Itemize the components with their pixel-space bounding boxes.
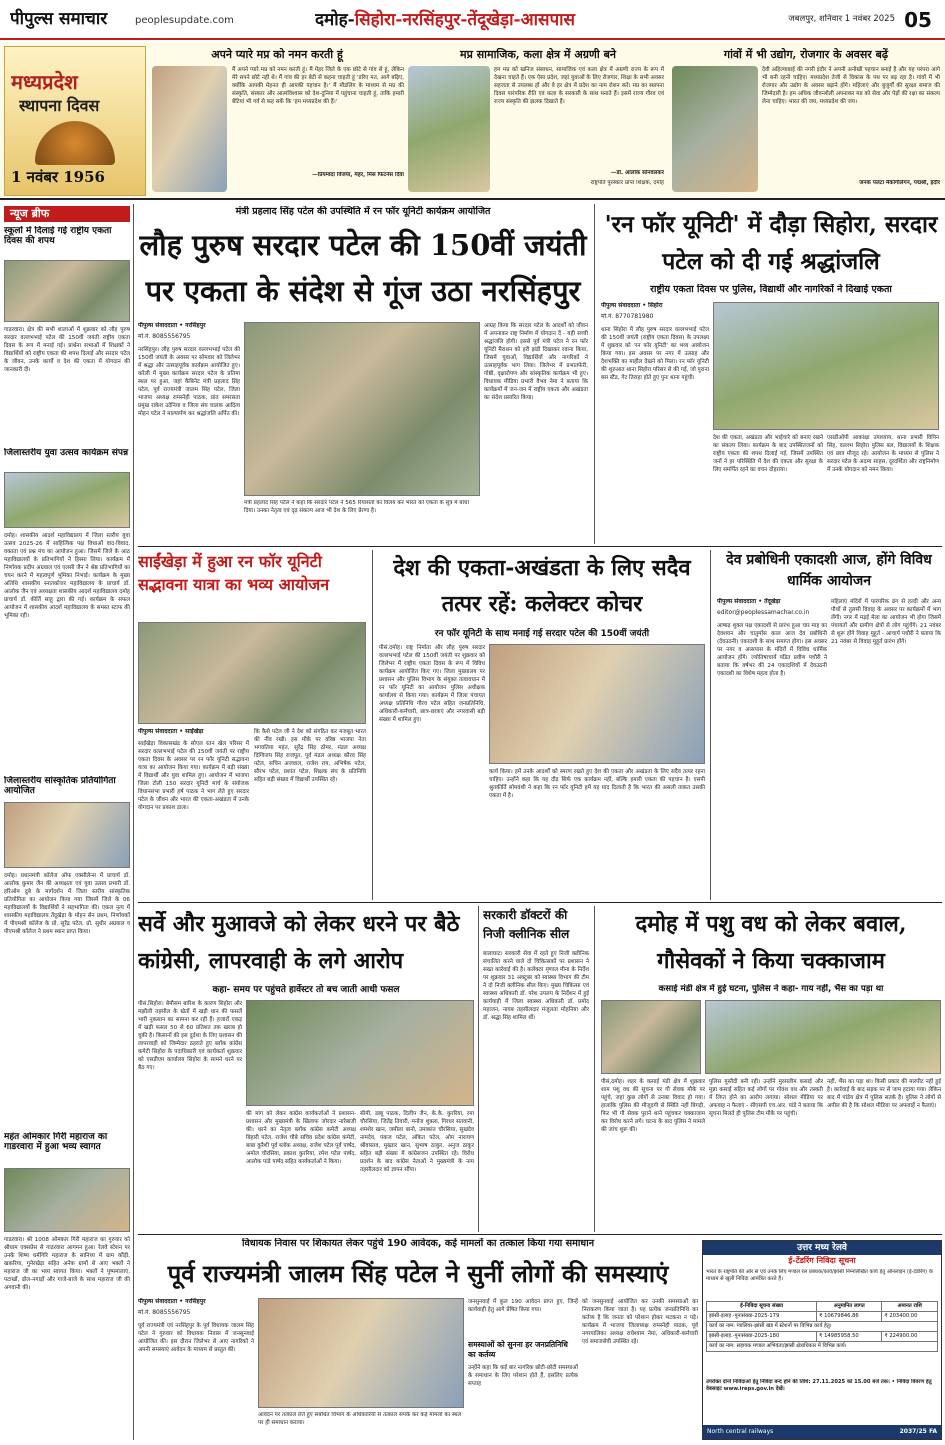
mp-day-subtitle: स्थापना दिवस: [19, 96, 100, 115]
sihora-phone: मो.नं. 8770781980: [601, 313, 654, 320]
mp-panel-1-heading: अपने प्यारे मप्र को नमन करती हूं: [211, 48, 343, 61]
tender-row-work: [707, 1322, 938, 1332]
tender-row: [707, 1332, 938, 1342]
jalam-byline: पीपुल्स संवाददाता • नरसिंहपुर: [138, 1298, 206, 1305]
narsinghpur-headline: लौह पुरुष सरदार पटेल की 150वीं जयंती पर एकता के संदेश से गूंज उठा नरसिंहपुर: [139, 228, 587, 308]
jalam-kicker: विधायक निवास पर शिकायत लेकर पहुंचे 190 आवेदक, कई मामलों का तत्काल किया गया समाधान: [241, 1238, 595, 1249]
jalam-col2: जनसुनवाई में कुल 190 आवेदन प्राप्त हुए, जिन्हें कार्यवाही हेतु आगे प्रेषित किया गया।: [468, 1299, 578, 1313]
tender-railway-name: उत्तर मध्य रेलवे: [703, 1241, 941, 1255]
mp-panel-1-photo: [152, 66, 227, 192]
saikheda-col1: साईंखेड़ा विकासखंड के सोएल रतन खेल परिसर में सरदार वल्लभभाई पटेल की 150वीं जयंती पर राष्ट्रीय एकता दिवस के अवसर पर रन फॉर यूनिटी सद्भावना यात्रा का आयोजन किया गया। कार्यक्रम में बड़ी संख्या में विद्यार्थी और युवा शामिल हुए। आयोजन में भाजपा जिला टोली 150 सरदार यूनिटी मार्च के संयोजक विधानसभा प्रभारी हर्ष पाठक ने भाग लेते हुए सरदार पटेल के जीवन और भारत की एकता-अखंडता में उनके योगदान पर प्रकाश डाला।: [138, 741, 249, 811]
gauvansh-col2: पुलिस मुस्तैदी बनी रही। उन्होंने मुरसलीम कसाई और मुन्ना कसाई सहित कई लोगों पर गोवंश वध और तस्करी में लिप्त होने का आरोप लगाया। सोशल मीडिया पर अफवाह न फैलाएं - सीएसपी एच.आर. पांडे ने बताया कि सूचना मिलते ही पुलिस टीम मौके पर पहुंची।: [709, 1079, 823, 1117]
jalam-phone: मो.नं. 8085556795: [138, 1309, 191, 1316]
website-url[interactable]: peoplesupdate.com: [135, 15, 234, 26]
section-part-narsinghpur: नरसिंहपुर-: [402, 10, 468, 30]
story-collector: [372, 550, 706, 900]
gauvansh-col1: पीसं,दमोह। शहर के कसाई मंडी क्षेत्र में शुक्रवार शाम पशु वध की सूचना पर गौ सेवक मौके पर पहुंचे, जहां कुछ लोगों से उनका विवाद हो गया। हालांकि पुलिस की मौजूदगी से स्थिति नहीं बिगड़ी, फिर भी गौ सेवक पुराने थाने पहुंचकर चक्काजाम कर विरोध करने लगे। घटना के बाद पुलिस ने मामले की जांच शुरू की।: [601, 1079, 705, 1133]
ekadashi-headline: देव प्रबोधिनी एकादशी आज, होंगे विविध धार्मिक आयोजन: [726, 552, 932, 589]
dharna-photo: [246, 1000, 474, 1106]
mp-day-title: मध्यप्रदेश: [11, 70, 78, 94]
clinic-headline: सरकारी डॉक्टरों की निजी क्लीनिक सील: [483, 908, 570, 941]
jalam-photo: [258, 1298, 464, 1408]
section-title: [315, 6, 700, 34]
jalam-col2b: उन्होंने कहा कि कई बार नागरिक छोटी-छोटी समस्याओं के समाधान के लिए परेशान होते हैं, इसलिए प्रत्येक सप्ताह: [468, 1365, 578, 1387]
brief-2-photo: [4, 472, 130, 528]
news-brief-sidebar: [0, 204, 134, 1440]
tender-header-deposit: अमानत राशि: [882, 1302, 938, 1312]
gauvansh-headline: दमोह में पशु वध को लेकर बवाल, गौसेवकों ने किया चक्काजाम: [635, 911, 907, 974]
tender-row-deposit: ₹ 224900.00: [882, 1332, 938, 1342]
narsinghpur-kicker: मंत्री प्रहलाद सिंह पटेल की उपस्थिति में रन फॉर यूनिटी कार्यक्रम आयोजित: [235, 206, 491, 217]
masthead: [0, 0, 945, 40]
mp-panel-2-role: राष्ट्रपति पुरस्कार प्राप्त शिक्षक, दमोह: [590, 180, 664, 186]
jalam-subheading: समस्याओं को सुनना हर जनप्रतिनिधि का कर्तव्य: [468, 1340, 568, 1359]
divider-3: [138, 1234, 942, 1235]
mp-day-strip: [0, 42, 945, 200]
sihora-col2: देश की एकता, अखंडता और भाईचारे को बनाए रखने का संकल्प लिया। कार्यक्रम के बाद उपस्थितजनों को राष्ट्रीय एकता की शपथ दिलाई गई, जिसमें उपस्थित जनों ने हर परिस्थिति में देश की एकता और सुरक्षा के लिए समर्पित रहने का वचन दोहराया।: [713, 435, 823, 473]
story-clinic: [478, 906, 590, 1232]
gauvansh-deck: कसाई मंडी क्षेत्र में हुई घटना, पुलिस ने कहा- गाय नहीं, भैंस का पड़ा था: [658, 984, 884, 994]
page-number: 05: [904, 8, 932, 32]
tender-table: [706, 1301, 938, 1352]
dharna-deck: कहा- समय पर पहुंचते हार्वेस्टर तो बच जाती आधी फसल: [212, 985, 400, 995]
tender-row-work: [707, 1342, 938, 1352]
mp-panel-2-text: हम मप्र को खनिज संसाधन, सामाजिक एवं कला क्षेत्र में अग्रणी राज्य के रूप में देखना चाहते हैं। एक ऐसा प्रदेश, जहां युवाओं के लिए रोजगार, शिक्षा के सभी अवसर सहजता से उपलब्ध हों और वे हर क्षेत्र में प्रदेश का नाम रोशन करें। मप्र का स्थापना दिवस पारंपरिक रीति एवं कला के सरकारी के साथ मनाते हैं। इसमें राज्य गौरव एवं राज्य संस्कृति की झलक दिखाते हैं।: [494, 67, 664, 105]
mp-day-badge: [4, 46, 146, 196]
gauvansh-photo-1: [601, 1000, 701, 1074]
brief-1-text: गाडरवारा। क्षेत्र की सभी शालाओं में शुक्रवार को लौह पुरुष सरदार वल्लभभाई पटेल की 150वीं जयंती राष्ट्रीय एकता दिवस के रूप में मनाई गई। प्रार्थना सभाओं में शिक्षकों ने विद्यार्थियों को राष्ट्रीय एकता की शपथ दिलाई और सरदार पटेल के जीवन, उनके कार्यों व देश की एकता में योगदान की जानकारी दी।: [4, 327, 130, 373]
mp-panel-3-heading: गांवों में भी उद्योग, रोजगार के अवसर बढ़ें: [723, 48, 889, 61]
story-jalam: [138, 1238, 698, 1440]
tender-code: 2037/25 FA: [899, 1428, 937, 1435]
tender-contact: North central railways: [707, 1428, 774, 1435]
tender-row: [707, 1312, 938, 1322]
clinic-text: बालाघाट। सरकारी सेवा में रहते हुए निजी क्लीनिक संचालित करने वाले दो चिकित्सकों पर प्रशासन ने सख्त कार्रवाई की है। कलेक्टर मृणाल मीना के निर्देश पर शुक्रवार 31 अक्टूबर को स्वास्थ्य विभाग की टीम ने दो निजी क्लीनिक सील किए। मुख्य चिकित्सा एवं स्वास्थ्य अधिकारी डॉ. परेश उपलप के निर्देशन में हुई कार्यवाही में जिला स्वास्थ्य अधिकारी डॉ. प्रमोद महाजन, नायब तहसीलदार मंजूलता मोहनिया और डॉ. श्रद्धा सिंह शामिल थीं।: [483, 951, 589, 1021]
mp-day-date: 1 नवंबर 1956: [11, 168, 105, 186]
gauvansh-photo-2: [705, 1000, 941, 1074]
mp-panel-3-text: देवी अहिल्याबाई की नगरी इंदौर ने अपनी अनोखी पहचान बनाई है और यह परंपरा आगे भी बनी रहनी चाहिए। मध्यप्रदेश तेजी से विकास के पथ पर बढ़ रहा है। गांवों में भी रोजगार और उद्योग के अवसर बढ़ाने होंगे। महिलाएं और बुजुर्गों की सुरक्षा समाज की जिम्मेदारी है। हम अधिक जीवनशैली अपनाकर मप्र को सेवा और पेड़ों की रक्षा का संकल्प लेना चाहिए। भारत की जय, मध्यप्रदेश की जय।: [762, 67, 940, 105]
jalam-headline: पूर्व राज्यमंत्री जालम सिंह पटेल ने सुनीं लोगों की समस्याएं: [167, 1259, 669, 1288]
brief-3-photo: [4, 802, 130, 868]
story-ekadashi: [710, 550, 942, 900]
ekadashi-col1: आषाढ़ शुक्ल पक्ष एकादशी से प्रारंभ हुआ चार माह का देवशयन और चातुर्मास काल आज देव प्रबोधिनी (देवउठनी) एकादशी के साथ समाप्त होगा। इस अवसर पर नगर व आसपास के मंदिरों में विविध धार्मिक आयोजन होंगे। ज्योतिषाचार्य पंडित प्रवीण पचौरी ने बताया कि वर्षभर की 24 एकादशियों में देवउठनी एकादशी का विशेष महत्व होता है।: [717, 623, 827, 677]
jalam-col1: पूर्व राज्यमंत्री एवं नरसिंहपुर के पूर्व विधायक जालम सिंह पटेल ने गुरुवार को विधायक निवास में जनसुनवाई आयोजित की। इस दौरान जिलेभर से आए नागरिकों ने अपनी समस्याएं आवेदन के माध्यम से प्रस्तुत कीं।: [138, 1323, 254, 1353]
saikheda-col2: कि कैसे पटेल जी ने देश को संगठित कर मजबूत भारत की नींव रखी। इस मौके पर वरिष्ठ भाजपा नेता भगवतिया महंत, सुरेंद्र सिंह ठोमर, मंडल अध्यक्ष दिग्विजय सिंह राजपूत, पूर्व मंडल अध्यक्ष कौरव सिंह पटेल, सचिन अजवाल, राजेश राय, अभिषेक पटेल, सौरभ पटेल, प्रशांत पटेल, शिक्षक संघ के प्रतिनिधि सहित बड़ी संख्या में विद्यार्थी उपस्थित रहे।: [254, 729, 366, 783]
story-saikheda: [138, 550, 366, 900]
narsinghpur-phone: मो.नं. 8085556795: [138, 333, 191, 340]
brief-1-heading: स्कूलों में दिलाई गई राष्ट्रीय एकता दिवस की शपथ: [4, 226, 112, 246]
collector-photo: [489, 644, 705, 764]
railway-tender-ad: [702, 1240, 942, 1440]
mp-panel-3-author: जनक पलटा मैकगिलिगन, पद्मश्री, इंदौर: [859, 180, 940, 186]
news-brief-label: न्यूज ब्रीफ: [4, 206, 130, 222]
tender-row-number: झांसी-इलाह.-पुनःसंख्या-2025-179: [707, 1312, 817, 1322]
story-sihora-run: [594, 204, 942, 544]
mp-panel-3-photo: [672, 66, 758, 192]
tender-row-number: झांसी-इलाह.-पुनःसंख्या-2025-180: [707, 1332, 817, 1342]
sihora-col1: थाना सिहोरा में लौह पुरुष सरदार वल्लभभाई पटेल की 150वीं जयंती (राष्ट्रीय एकता दिवस) के उपलक्ष्य में शुक्रवार को 'रन फॉर यूनिटी' का भव्य आयोजन किया गया। इस अवसर पर नगर में उत्साह और देशभक्ति का माहौल देखने को मिला। रन फॉर यूनिटी की शुरुआत थाना सिहोरा परिसर से की गई, जो पुराना बस स्टैंड, गेट तिराहा होते हुए पुनः थाना पहुंची।: [601, 327, 709, 381]
tender-header-cost: अनुमानित लागत: [817, 1302, 882, 1312]
collector-col2: कार्य किया। हमें उनके आदर्शों को स्मरण रखते हुए देश की एकता और अखंडता के लिए सदैव तत्पर रहना चाहिए। उन्होंने कहा कि यह दौड़ सिर्फ एक कार्यक्रम नहीं, बल्कि हमारी एकता की पहचान है। एसपी श्रुतकीर्ति सोमवंशी ने कहा कि रन फॉर यूनिटी हमें यह याद दिलाती है कि भारत की असली ताकत उसकी एकता में है।: [489, 769, 705, 799]
ekadashi-email[interactable]: editor@peoplessamachar.co.in: [717, 609, 810, 616]
collector-col1: पीसं.दमोह। राष्ट्र निर्माता और लौह पुरुष सरदार वल्लभभाई पटेल की 150वीं जयंती पर शुक्रवार को जिलेभर में राष्ट्रीय एकता दिवस के रूप में विविध कार्यक्रम आयोजित किए गए। जिला मुख्यालय पर प्रशासन और पुलिस विभाग के संयुक्त तत्वावधान में रन फॉर यूनिटी का आयोजन पुलिस अधीक्षक कार्यालय से किया गया। कार्यक्रम में जिला पंचायत अध्यक्ष प्रतिनिधि गौरव पटेल सहित जनप्रतिनिधि, अधिकारी-कर्मचारी, छात्र-छात्राएं और नगरवासी बड़ी संख्या में शामिल हुए।: [379, 645, 485, 723]
mp-panel-2-heading: मप्र सामाजिक, कला क्षेत्र में अग्रणी बने: [460, 48, 616, 61]
saikheda-photo: [138, 622, 366, 724]
dharna-col3: सीमी, डब्बू पाठक, दिलीप जैन, के.के. कुररिया, रमा चौरसिया, जितेंद्र तिवारी, मनोज शुक्ला, गिरधर सतवानी, शमशेर खान, जमीला बानो, उमाकांत चौरसिया, सुखदेव नामदेव, पंकज पटेल, अंकित पटेल, ओम नारायण श्रीवास्तव, मुख्तार खान, सुभाष ठाकुर, अनुज ठाकुर सहित बड़ी संख्या में कांग्रेसजन उपस्थित रहे। विरोध प्रदर्शन के बाद कांग्रेस नेताओं ने मुख्यमंत्री के नाम तहसीलदार को ज्ञापन सौंपा।: [360, 1111, 474, 1173]
story-gauvansh: [594, 906, 942, 1232]
brief-4-heading: महंत ओमकार गिरी महाराज का गाडरवारा में हुआ भव्य स्वागत: [4, 1132, 108, 1152]
tender-row-cost: ₹ 14985958.50: [817, 1332, 882, 1342]
saikheda-byline: पीपुल्स संवाददाता • साईंखेड़ा: [138, 728, 204, 735]
dharna-col1: पीसं,सिहोरा। बेमौसम बारिश के कारण सिहोरा और मझौली तहसील के खेतों में खड़ी धान की फसलें भारी नुकसान का सामना कर रही हैं। हजारों एकड़ में खड़ी फसल 50 से 60 प्रतिशत तक खराब हो चुकी है। किसानों की इस दुर्दशा के लिए प्रशासन की लापरवाही को जिम्मेदार ठहराते हुए ब्लॉक कांग्रेस कमेटी सिहोरा के पदाधिकारी एवं कार्यकर्ता शुक्रवार को एसडीएम कार्यालय सिहोरा के सामने धरने पर बैठ गए।: [138, 1001, 242, 1071]
section-part-aaspaas: आसपास: [520, 10, 576, 30]
section-part-tendukheda: तेंदूखेड़ा-: [467, 10, 521, 30]
saikheda-headline: साईंखेड़ा में हुआ रन फॉर यूनिटी सद्भावना यात्रा का भव्य आयोजन: [138, 552, 330, 594]
sihora-photo: [713, 302, 939, 430]
tender-work-1: कार्य का नाम: ग्वालियर-झांसी खंड में स्टेशनों पर विभिन्न कार्य हेतु।: [707, 1322, 938, 1332]
narsinghpur-col2: आग्रह किया कि सरदार पटेल के आदर्शों को जीवन में अपनाकर राष्ट्र निर्माण में योगदान दें - यही सच्ची श्रद्धांजलि होगी। इससे पूर्व मंत्री पटेल ने रन फॉर यूनिटी मैराथन को हरी झंडी दिखाकर रवाना किया, जिसमें युवाओं, विद्यार्थियों और नागरिकों ने उत्साहपूर्वक भाग लिया। जिलेभर में प्रभातफेरी, गोष्ठी, वृक्षारोपण और सांस्कृतिक कार्यक्रम भी हुए। विधायक मीडिया प्रभारी वैभव नेमा ने बताया कि कार्यक्रमों में जन-जन में राष्ट्रीय एकता और अखंडता का संदेश प्रसारित किया।: [484, 323, 588, 401]
mp-panel-1-author: —प्रियम्वदा विजया, मेहर, मिस फिटनेस दिवा: [312, 172, 404, 178]
mp-panel-1-text: मैं अपने प्यारे मप्र को नमन करती हूं। मैं मेहर जिले के एक छोटे से गांव से हूं, लेकिन मेरे सपने छोटे नहीं थे। मैं गांव की हर बेटी से कहना चाहती हूं 'डरिए मत, आगे बढ़िए, क्योंकि आपकी मेहनत ही आपकी पहचान है।' मैं मौडलिंग के माध्यम से मप्र की संस्कृति, संस्कार और आत्मविश्वास को देश-दुनिया में पहुंचाना चाहती हूं, ताकि हमारी बेटियां भी गर्व से कह सकें कि 'हम मध्यप्रदेश की हैं।': [232, 67, 404, 105]
brief-2-text: दमोह। शासकीय आदर्श महाविद्यालय में जिला स्तरीय युवा उत्सव 2025-26 में साहित्यिक पक्ष विधाओं वाद-विवाद, वक्तता एवं प्रश्न मंच का आयोजन हुआ। जिसमें जिले के आठ महाविद्यालयों के प्रतिभागियों ने हिस्सा लिया। कार्यक्रम में निर्णायक प्रदीप अग्रवाल एवं एलसी जैन ने श्रेष्ठ प्रतिभागियों का चयन करने में महत्वपूर्ण भूमिका निभाई। कार्यक्रम के मुख्य अतिथि शासकीय स्नातकोत्तर महाविद्यालय के प्राचार्य डॉ. आलोक जैन एवं अध्यक्षता शासकीय आदर्श महाविद्यालय दमोह प्राचार्य डॉ. कीर्ति साहू द्वारा की गई। कार्यक्रम के सफल आयोजन में शासकीय आदर्श महाविद्यालय के समस्त स्टाफ की भूमिका रही।: [4, 533, 130, 619]
tender-footer: उपरोक्त दोनों निविदाओं हेतु निविदा बन्द होने की तिथि: 27.11.2025 को 15.00 बजे तक। • निविदा विवरण हेतु वेबसाइट www.ireps.gov.in देखें।: [706, 1379, 932, 1392]
brief-1-photo: [4, 260, 130, 322]
tender-row-deposit: ₹ 203400.00: [882, 1312, 938, 1322]
dateline: जबलपुर, शनिवार 1 नवंबर 2025: [788, 14, 895, 24]
section-part-damoh: दमोह-: [315, 10, 355, 30]
brief-4-photo: [4, 1168, 130, 1232]
mp-panel-2-photo: [408, 66, 490, 192]
mp-emblem-image: [35, 121, 115, 165]
story-dharna: [138, 906, 474, 1232]
tender-table-header: [707, 1302, 938, 1312]
tender-row-cost: ₹ 10679846.86: [817, 1312, 882, 1322]
sihora-deck: राष्ट्रीय एकता दिवस पर पुलिस, विद्यार्थी और नागरिकों ने दिखाई एकता: [650, 284, 892, 295]
ekadashi-byline: पीपुल्स संवाददाता • तेंदूखेड़ा: [717, 598, 781, 605]
tender-notice-title: ई-टेंडरिंग निविदा सूचना: [788, 1256, 856, 1265]
narsinghpur-col1: नरसिंहपुर। लौह पुरुष सरदार वल्लभभाई पटेल की 150वीं जयंती के अवसर पर सोमवार को जिलेभर में श्रद्धा और उत्साहपूर्वक कार्यक्रम आयोजित हुए। करेली में मुख्य कार्यक्रम सरदार पटेल के प्रतिमा स्थल पर हुआ, जहां कैबिनेट मंत्री प्रहलाद सिंह पटेल, पूर्व राज्यमंत्री जालम सिंह पटेल, जिला भाजपा अध्यक्ष रामस्नेही पाठक, प्रांत समरसता प्रमुख राकेश उदेनिया व जिला संघ चालक आदित्य मोहन पटेल ने माल्यार्पण कर श्रद्धांजलि अर्पित की।: [138, 347, 240, 417]
mp-panel-2-author: —डॉ. आलोक सोनवलकर: [610, 170, 664, 176]
brief-3-text: दमोह। प्रधानमंत्री कॉलेज ऑफ एक्सीलेन्स में प्राचार्य डॉ. आलोक कुमार जैन की अध्यक्षता एवं युवा उत्सव प्रभारी डॉ. हरिओम दुबे के मार्गदर्शन में जिला स्तरीय सांस्कृतिक प्रतियोगिता का आयोजन किया गया जिसमें जिले के 06 महाविद्यालयों के विद्यार्थियों ने सहभागिता की। एकल नृत्य में शासकीय महाविद्यालय तेंदूखेड़ा के मोहन सेन प्रथम, निर्णायकों में पीएमश्री कॉलेज के प्रो. सुरेंद्र पटेल, प्रो. सुधीर अग्रवाल व पीएमश्री कॉलेज ने प्रथम स्थान प्राप्त किया।: [4, 873, 130, 935]
sihora-headline: 'रन फॉर यूनिटी' में दौड़ा सिहोरा, सरदार पटेल को दी गई श्रद्धांजलि: [604, 211, 938, 275]
collector-headline: देश की एकता-अखंडता के लिए सदैव तत्पर रहें: कलेक्टर कोचर: [393, 555, 691, 617]
story-narsinghpur: [138, 204, 588, 544]
tender-work-2: कार्य का नाम: सहायक मण्डल अभियंता/झांसी क्षेत्राधिकार में विभिन्न कार्य।: [707, 1342, 938, 1352]
dharna-headline: सर्वे और मुआवजे को लेकर धरने पर बैठे कांग्रेसी, लापरवाही के लगे आरोप: [138, 911, 460, 974]
tender-intro: भारत के राष्ट्रपति की ओर से एवं उनके लिए मण्डल रेल प्रबंधक/कार्य/झांसी निम्नलिखित कार्य हेतु ऑनलाइन (ई-टेंडरिंग) के माध्यम से खुली निविदा आमंत्रित करते हैं।: [706, 1269, 933, 1282]
collector-deck: रन फॉर यूनिटी के साथ मनाई गई सरदार पटेल की 150वीं जयंती: [434, 629, 650, 639]
tender-header-number: ई-निविदा सूचना संख्या: [707, 1302, 817, 1312]
section-part-sihora: सिहोरा-: [354, 10, 403, 30]
brief-2-heading: जिलास्तरीय युवा उत्सव कार्यक्रम संपन्न: [4, 448, 129, 458]
narsinghpur-byline: पीपुल्स संवाददाता • नरसिंहपुर: [138, 322, 206, 329]
sihora-byline: पीपुल्स संवाददाता • सिहोरा: [601, 302, 663, 309]
narsinghpur-photo-caption: मंत्री प्रहलाद सिंह पटेल ने कहा कि सरदार पटेल ने 565 रियासतों का विलय कर भारत को एकता के सूत्र में बांधा दिया। उनका नेतृत्व एवं दृढ़ संकल्प आज भी देश के लिए प्रेरणा है।: [244, 500, 469, 514]
newspaper-logo: पीपुल्स समाचार: [10, 9, 108, 29]
ekadashi-col2: महिलाएं मंदिरों में पारंपरिक ढंग से हल्दी और अन्य पौधों से तुलसी विवाह के अवसर पर कार्यक्रमों में भाग लेंगी। नगर में मड़ई मेला का आयोजन भी होगा जिसमें पंचायतों और ग्रामीण क्षेत्रों से लोग पहुंचेंगे। 21 नवंबर से शुरू होंगे विवाह मुहूर्त - आचार्य पचौरी ने बताया कि 21 नवंबर से विवाह मुहूर्त प्रारंभ होंगे।: [831, 599, 941, 645]
dharna-col2: की मांग को लेकर कांग्रेस कार्यकर्ताओं ने प्रशासन-प्रशासन और मुख्यमंत्री के खिलाफ जोरदार नारेबाजी की। धरने का नेतृत्व ब्लॉक कांग्रेस कमेटी अध्यक्ष बिहारी पटेल, राजेश चौबे सचिव प्रदेश कांग्रेस कमेटी, बाबा कुरैशी पूर्व ब्लॉक अध्यक्ष, राजेश पटेल पूर्व पार्षद, अमोल चौरसिया, प्रकाश कुररिया, रमेश पटेल पार्षद, आलोक पांडे पार्षद सहित कार्यकर्ताओं ने किया।: [246, 1111, 356, 1165]
tender-contact-bar: [703, 1425, 941, 1439]
brief-3-heading: जिलास्तरीय सांस्कृतिक प्रतियोगिता आयोजित: [4, 776, 116, 796]
divider-1: [138, 546, 942, 547]
gauvansh-col3: नहीं, भैंस का पड़ा था। किसी प्रकार की मारपीट नहीं हुई है। कार्रवाई के बाद सड़क पर से जाम हटाया गया। लेकिन बाद में पांडेय क्षेत्र में पुलिस सतर्क है। पुलिस ने लोगों से अपील की है कि सोशल मीडिया पर अफवाहें न फैलाएं।: [827, 1079, 941, 1109]
brief-4-text: गाडरवारा। श्री 1008 ओमकार गिरी महाराज का गुरुवार को श्रीधाम एक्सप्रेस से गाडरवारा आगमन हुआ। रेलवे स्टेशन पर उनके शिष्य धर्मगिरि महाराज के सानिध्य में ग्राम कौंड़ी, खकरिया, गुनेरखेड़ा सहित अनेक ग्रामों से आए भक्तों ने महाराज जी का भव्य स्वागत किया। भक्तों ने पुष्पमालाएं, पटाखों, ढोल-नगाड़ों और गाजे-बाजे के साथ महाराज जी की अगवानी की।: [4, 1237, 130, 1291]
divider-2: [138, 902, 942, 903]
tender-table-wrap: [706, 1301, 938, 1375]
narsinghpur-photo: [244, 322, 480, 496]
jalam-col3: को जनसुनवाई आयोजित कर उनकी समस्याओं का निराकरण किया जाता है। यह प्रत्येक जनप्रतिनिधि का कर्तव्य है कि जनता को परेशान होकर भटकना न पड़े। कार्यक्रम में भाजपा जिलाध्यक्ष रामस्नेही पाठक, पूर्व नगरपालिका अध्यक्ष राधेश्याम नेमा, अधिकारी-कर्मचारी एवं समाजसेवी उपस्थित रहे।: [582, 1299, 698, 1345]
jalam-photo-caption: आवेदन पर तत्काल लेते हुए संबंधित विभाग के अधिकारियों से तत्काल संपर्क कर कई मामलों का स्थल पर ही समाधान कराया।: [258, 1412, 462, 1426]
sihora-col3: एसडीओपी आकांक्षा उपाध्याय, थाना प्रभारी विपिन सिंह, वल्लभ सिहोरा पुलिस बल, विद्यालयों के शिक्षक एवं छात्र मौजूद रहे। आयोजन के माध्यम से पुलिस ने सरदार पटेल के अदम्य साहस, दूरदर्शिता और राष्ट्रनिर्माण में उनके योगदान को नमन किया।: [827, 435, 939, 473]
